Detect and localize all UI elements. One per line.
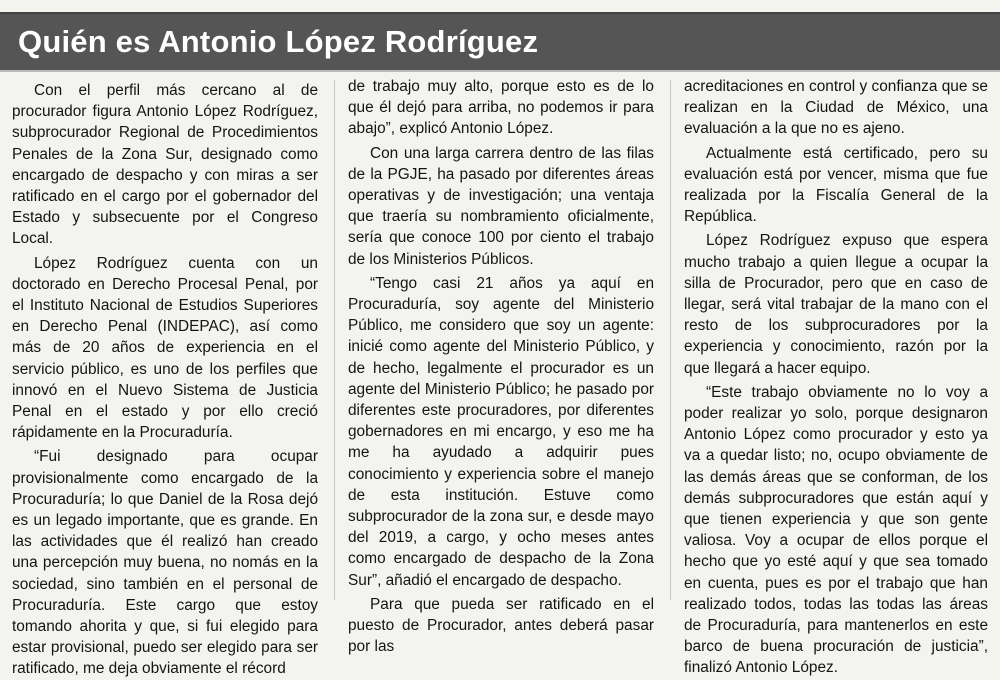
headline-bar <box>0 12 1000 72</box>
column-divider <box>670 80 671 600</box>
text-column-2 <box>348 78 654 656</box>
text-column-3 <box>684 78 988 677</box>
paragraph: Con el perfil más cercano al de procurador figura Antonio López Rodríguez, subprocurador Regional de Procedimientos Penales de la Zona Sur, designado como encargado de despacho y con miras a ser ratificado en el cargo por el gobernador del Estado y subsecuente por el Congreso Local. <box>12 82 318 248</box>
paragraph: López Rodríguez expuso que espera mucho trabajo a quien llegue a ocupar la silla de Procurador, pero que en caso de llegar, será vital trabajar de la mano con el resto de los subprocuradores por la experiencia y conocimiento, razón por la que llegará a hacer equipo. <box>684 232 988 377</box>
headline: Quién es Antonio López Rodríguez <box>18 24 539 59</box>
article-body <box>0 78 1000 678</box>
paragraph-continued: acreditaciones en control y confianza que se realizan en la Ciudad de México, una evaluación a la que no es ajeno. <box>684 78 988 138</box>
paragraph-continued: de trabajo muy alto, porque esto es de lo que él dejó para arriba, no podemos ir para abajo”, explicó Antonio López. <box>348 78 654 138</box>
paragraph: “Fui designado para ocupar provisionalmente como encargado de la Procuraduría; lo que Daniel de la Rosa dejó es un legado importante, que es grande. En las actividades que él realizó han creado una percepción muy buena, no nomás en la sociedad, sino también en el personal de Procuraduría. Este cargo que estoy tomando ahorita y que, si fui elegido para estar provisional, puedo ser elegido para ser ratificado, me deja obviamente el récord <box>12 448 318 678</box>
paragraph: “Tengo casi 21 años ya aquí en Procuraduría, soy agente del Ministerio Público, me considero que soy un agente: inicié como agente del Ministerio Público, y de hecho, legalmente el procurador es un agente del Ministerio Público; he pasado por diferentes este procuradores, por diferentes gobernadores en mi encargo, y eso me ha me ha ayudado a adquirir pues conocimiento y experiencia sobre el manejo de esta institución. Estuve como subprocurador de la zona sur, e desde mayo del 2019, a cargo, y ocho meses antes como encargado de despacho de la Zona Sur”, añadió el encargado de despacho. <box>348 274 654 589</box>
column-divider <box>334 80 335 600</box>
top-strip <box>0 0 1000 12</box>
text-column-1 <box>12 80 318 678</box>
paragraph: Actualmente está certificado, pero su evaluación está por vencer, misma que fue realizada por la Fiscalía General de la República. <box>684 144 988 226</box>
paragraph: López Rodríguez cuenta con un doctorado en Derecho Procesal Penal, por el Instituto Nacional de Estudios Superiores en Derecho Penal (INDEPAC), así como más de 20 años de experiencia en el servicio público, es uno de los perfiles que innovó en el Nuevo Sistema de Justicia Penal en el estado y por ello creció rápidamente en la Procuraduría. <box>12 254 318 442</box>
paragraph: “Este trabajo obviamente no lo voy a poder realizar yo solo, porque designaron Antonio López como procurador y esto ya va a quedar listo; no, ocupo obviamente de las demás áreas que se conforman, de los demás subprocuradores que están aquí y que tienen experiencia y que son gente valiosa. Voy a ocupar de ellos porque el hecho que yo esté aquí y que sea tomado en cuenta, pues es por el trabajo que han realizado todos, todas las todas las áreas de Procuraduría, para mantenerlos en este barco de buena procuración de justicia”, finalizó Antonio López. <box>684 383 988 677</box>
paragraph: Para que pueda ser ratificado en el puesto de Procurador, antes deberá pasar por las <box>348 595 654 656</box>
paragraph: Con una larga carrera dentro de las filas de la PGJE, ha pasado por diferentes áreas operativas y de investigación; una ventaja que traería su nombramiento oficialmente, sería que conoce 100 por ciento el trabajo de los Ministerios Públicos. <box>348 144 654 268</box>
